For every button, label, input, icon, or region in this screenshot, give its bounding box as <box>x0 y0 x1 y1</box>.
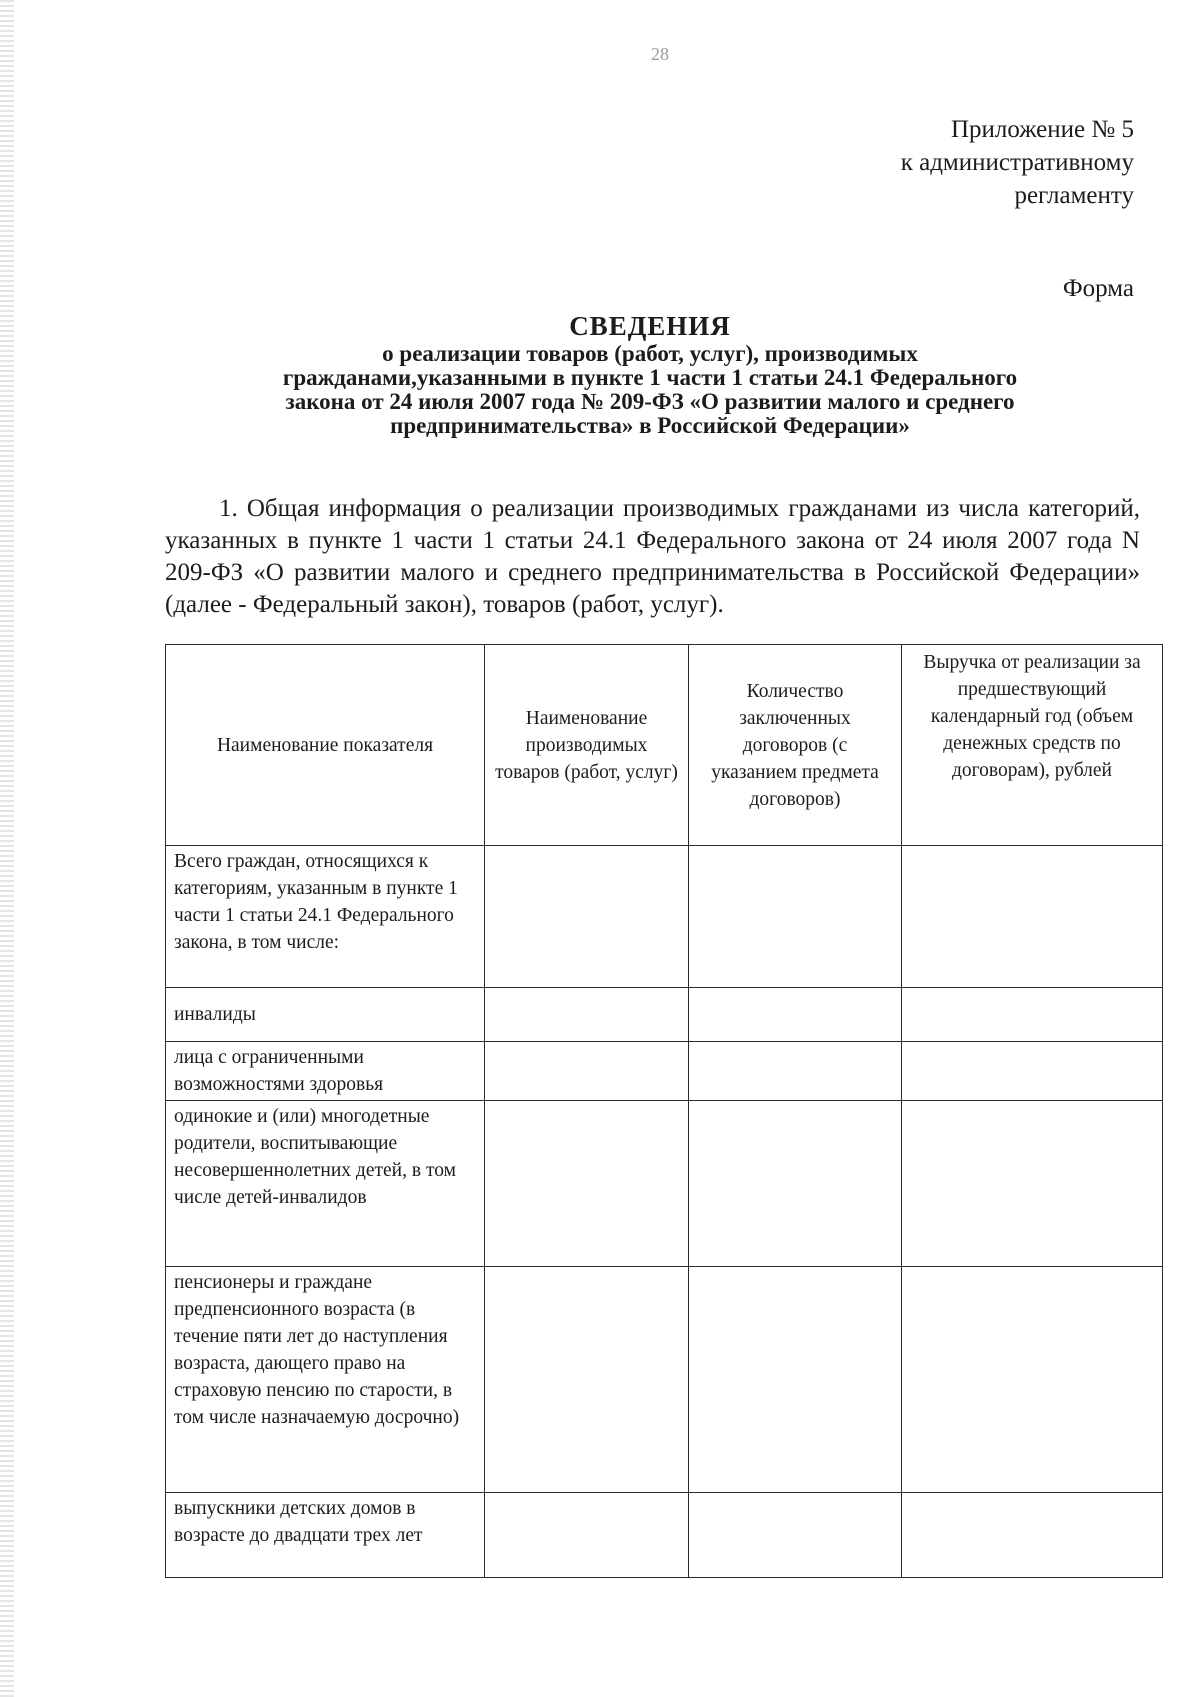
row-label-total: Всего граждан, относящихся к категориям, указанным в пункте 1 части 1 статьи 24.1 Федерального закона, в том числе: <box>166 846 485 988</box>
row-label-pensioners: пенсионеры и граждане предпенсионного возраста (в течение пяти лет до наступления возраста, дающего право на страховую пенсию по старости, в том числе назначаемую досрочно) <box>166 1267 485 1493</box>
header-revenue: Выручка от реализации за предшествующий календарный год (объем денежных средств по договорам), рублей <box>902 645 1163 846</box>
cell-empty <box>689 1493 902 1578</box>
cell-empty <box>485 1101 689 1267</box>
cell-empty <box>485 1267 689 1493</box>
table-row <box>166 988 1163 1042</box>
appendix-line-3: регламенту <box>1014 182 1134 209</box>
scan-edge-artifact <box>0 0 14 1697</box>
cell-empty <box>902 988 1163 1042</box>
table-row <box>166 1042 1163 1101</box>
cell-empty <box>902 1493 1163 1578</box>
title-main: СВЕДЕНИЯ <box>569 311 731 341</box>
title-line-1: о реализации товаров (работ, услуг), производимых <box>382 341 918 366</box>
cell-empty <box>485 1493 689 1578</box>
cell-empty <box>485 846 689 988</box>
cell-empty <box>485 1042 689 1101</box>
cell-empty <box>902 1042 1163 1101</box>
cell-empty <box>902 1101 1163 1267</box>
appendix-line-2: к административному <box>900 149 1134 176</box>
cell-empty <box>689 1042 902 1101</box>
row-label-limited-health: лица с ограниченными возможностями здоровья <box>166 1042 485 1101</box>
cell-empty <box>485 988 689 1042</box>
header-contracts-count: Количество заключенных договоров (с указанием предмета договоров) <box>689 645 902 846</box>
document-title <box>150 310 1150 438</box>
title-line-3: закона от 24 июля 2007 года № 209-ФЗ «О развитии малого и среднего <box>285 389 1015 414</box>
title-line-4: предпринимательства» в Российской Федерации» <box>390 413 910 438</box>
row-label-disabled: инвалиды <box>166 988 485 1042</box>
table-row <box>166 1493 1163 1578</box>
header-products-name: Наименование производимых товаров (работ, услуг) <box>485 645 689 846</box>
title-line-2: гражданами,указанными в пункте 1 части 1 статьи 24.1 Федерального <box>282 365 1018 390</box>
row-label-orphanage-graduates: выпускники детских домов в возрасте до двадцати трех лет <box>166 1493 485 1578</box>
header-indicator-name: Наименование показателя <box>166 645 485 846</box>
page-number: 28 <box>651 44 669 64</box>
appendix-line-1: Приложение № 5 <box>950 116 1134 143</box>
cell-empty <box>689 988 902 1042</box>
cell-empty <box>902 846 1163 988</box>
table-row <box>166 1267 1163 1493</box>
form-label: Форма <box>1062 275 1134 302</box>
row-label-single-parents: одинокие и (или) многодетные родители, воспитывающие несовершеннолетних детей, в том числе детей-инвалидов <box>166 1101 485 1267</box>
intro-paragraph: 1. Общая информация о реализации производимых гражданами из числа категорий, указанных в пункте 1 части 1 статьи 24.1 Федерального закона от 24 июля 2007 года N 209-ФЗ «О развитии малого и среднего предпринимательства в Российской Федерации» (далее - Федеральный закон), товаров (работ, услуг). <box>165 495 1140 618</box>
data-table <box>165 644 1163 1578</box>
cell-empty <box>689 1101 902 1267</box>
appendix-note <box>901 113 1134 212</box>
cell-empty <box>689 846 902 988</box>
cell-empty <box>902 1267 1163 1493</box>
table-row <box>166 846 1163 988</box>
cell-empty <box>689 1267 902 1493</box>
table-header-row <box>166 645 1163 846</box>
table-row <box>166 1101 1163 1267</box>
